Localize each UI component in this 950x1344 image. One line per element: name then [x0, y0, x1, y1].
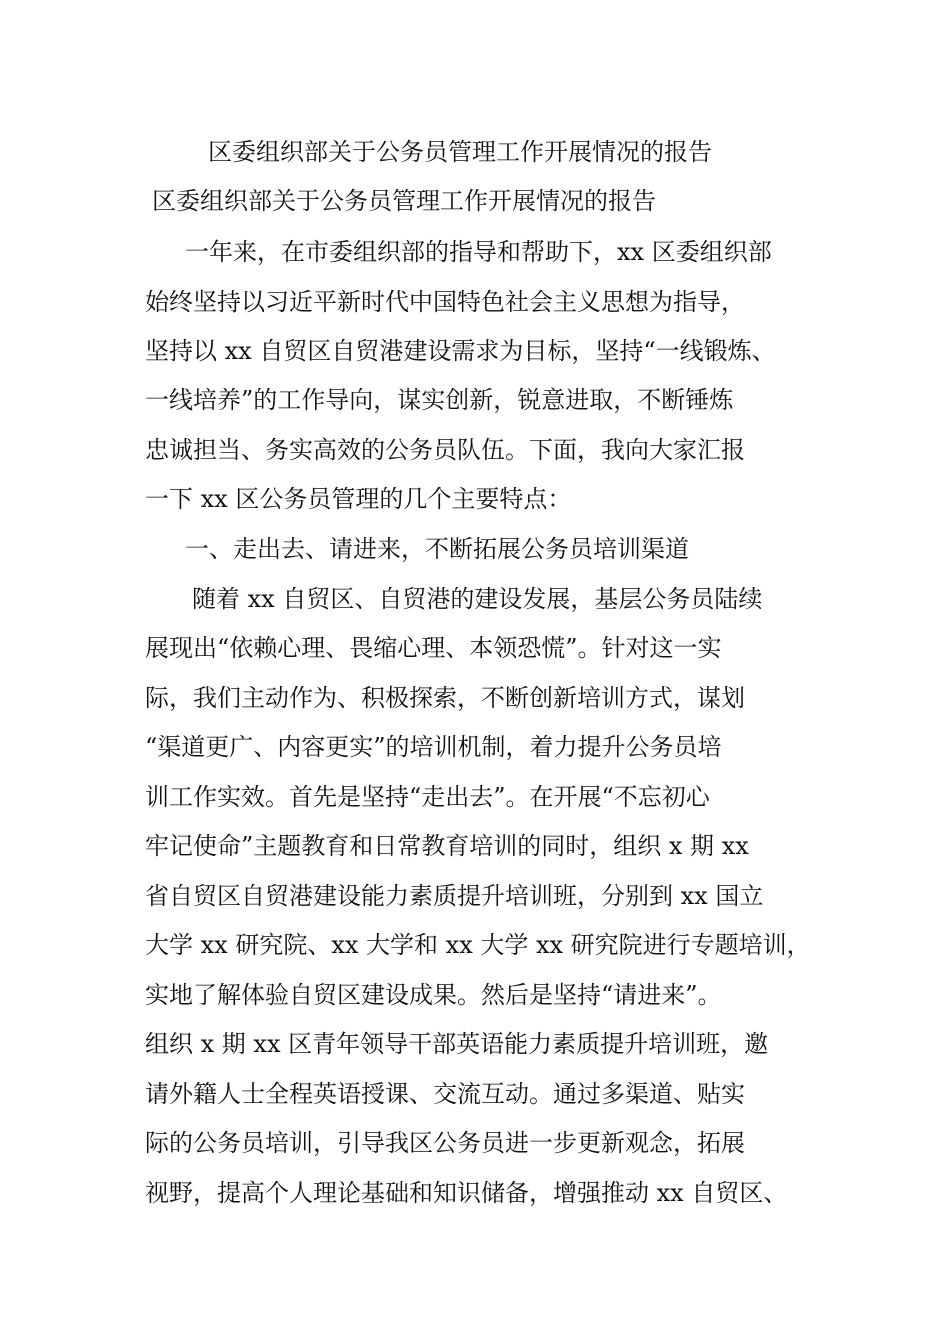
- body-line: 一年来，在市委组织部的指导和帮助下，xx 区委组织部: [185, 238, 772, 266]
- body-line: 实地了解体验自贸区建设成果。然后是坚持“请进来”。: [145, 981, 722, 1009]
- body-line: 忠诚担当、务实高效的公务员队伍。下面，我向大家汇报: [145, 436, 745, 464]
- document-title: 区委组织部关于公务员管理工作开展情况的报告: [208, 138, 712, 166]
- body-line: 视野，提高个人理论基础和知识储备，增强推动 xx 自贸区、: [145, 1179, 788, 1207]
- body-line: 训工作实效。首先是坚持“走出去”。在开展“不忘初心: [145, 783, 710, 811]
- document-subtitle: 区委组织部关于公务员管理工作开展情况的报告: [152, 187, 656, 215]
- body-line: 请外籍人士全程英语授课、交流互动。通过多渠道、贴实: [145, 1080, 745, 1108]
- body-line: 际的公务员培训，引导我区公务员进一步更新观念，拓展: [145, 1129, 745, 1157]
- body-line: 牢记使命”主题教育和日常教育培训的同时，组织 x 期 xx: [145, 832, 749, 860]
- body-line: 省自贸区自贸港建设能力素质提升培训班，分别到 xx 国立: [145, 882, 764, 910]
- body-line: 际，我们主动作为、积极探索，不断创新培训方式，谋划: [145, 684, 745, 712]
- body-line: 展现出“依赖心理、畏缩心理、本领恐慌”。针对这一实: [145, 634, 722, 662]
- body-line: 组织 x 期 xx 区青年领导干部英语能力素质提升培训班，邀: [145, 1030, 769, 1058]
- body-line: “渠道更广、内容更实”的培训机制，着力提升公务员培: [145, 733, 722, 761]
- body-line: 坚持以 xx 自贸区自贸港建设需求为目标，坚持“一线锻炼、: [145, 337, 776, 365]
- body-line: 随着 xx 自贸区、自贸港的建设发展，基层公务员陆续: [192, 585, 763, 613]
- body-line: 始终坚持以习近平新时代中国特色社会主义思想为指导，: [145, 288, 745, 316]
- body-line: 一线培养”的工作导向，谋实创新，锐意进取，不断锤炼: [145, 386, 734, 414]
- section-heading: 一、走出去、请进来，不断拓展公务员培训渠道: [185, 535, 689, 563]
- body-line: 大学 xx 研究院、xx 大学和 xx 大学 xx 研究院进行专题培训，: [145, 931, 811, 959]
- body-line: 一下 xx 区公务员管理的几个主要特点：: [145, 485, 572, 513]
